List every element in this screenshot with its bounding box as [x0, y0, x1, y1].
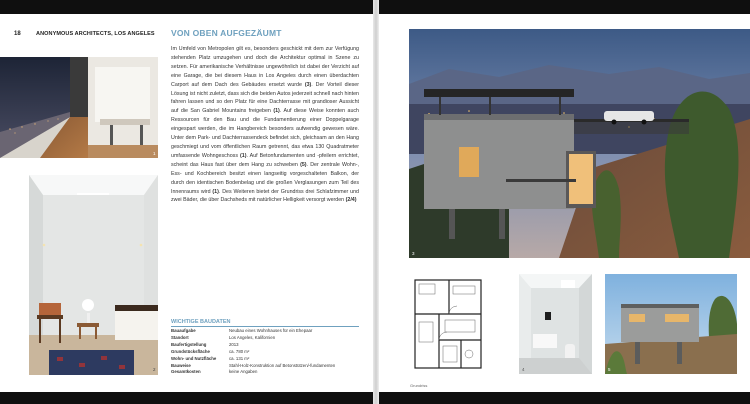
fact-row [171, 328, 371, 335]
section-title: VON OBEN AUFGEZÄUMT [171, 28, 282, 38]
facts-table [171, 328, 371, 376]
fact-label: Grundstücksfläche [171, 348, 210, 354]
fact-label: Bauweise [171, 362, 191, 368]
body-text: Im Umfeld von Metropolen gilt es, besonders geschickt mit dem zur Verfügung stehenden Platz umzugehen und doch die Architektur optimal in Szene zu setzen. Für amerikanische Verhältnisse ungewöhnlich ist dabei der Verzicht auf eine Garage, die bei diesem Haus in Los Angeles durch einen überdachten Carport auf dem Dach des Gebäudes ersetzt wurde (3). Der Vorteil dieser Lösung ist nicht zuletzt, dass sich die beiden Autos jederzeit schnell nach hinten fahren lassen und so den Platz für eine Dachterrasse mit grandioser Aussicht auf die San Gabriel Mountains freigeben (1). Auf diese Weise konnten auch Ressourcen für den Bau und die Fundamentierung einer Doppelgarage eingespart werden, die im Hangbereich besonders aufwendig gewesen wäre. Unter dem Park- und Dachterrassendeck befindet sich, gleichsam an den Hang geschmiegt und vom öffentlichen Raum getrennt, das etwa 130 Quadratmeter umfassende Wohngeschoss (1). Auf Betonfundamenten und -pfeilern errichtet, scheint das Haus fast über dem Hang zu schweben (5). Der zentrale Wohn-, Ess- und Kochbereich besitzt einen langseitig vorgeschalteten Balkon, der durch den identischen Bodenbelag und die großen Verglasungen zum Teil des Innenraums wird (1). Des Weiteren bietet der Grundriss drei Schlafzimmer und zwei Bäder, die über Dachsheds mit natürlicher Helligkeit versorgt werden (2/4) [171, 46, 360, 204]
photo-balcony-dusk [0, 57, 158, 158]
fact-row [171, 369, 371, 376]
fact-value: ca. 780 m² [229, 348, 250, 354]
floor-plan [409, 274, 487, 374]
facts-divider [171, 326, 359, 327]
fact-value: Stahl-Holz-Konstruktion auf Betonstützen/-fundamenten [229, 362, 336, 368]
fact-label: Bauaufgabe [171, 328, 196, 333]
photo-house-day [605, 274, 737, 374]
photo-bathroom [519, 274, 592, 374]
photo-caption-5: 5 [608, 367, 611, 372]
fact-label: Standort [171, 334, 189, 340]
facts-title: WICHTIGE BAUDATEN [171, 319, 231, 325]
photo-house-dusk [409, 29, 750, 258]
photo-caption-4: 4 [522, 367, 525, 372]
running-head: ANONYMOUS ARCHITECTS, LOS ANGELES [36, 31, 155, 37]
fact-value: 2013 [229, 341, 239, 347]
book-gutter [373, 0, 379, 404]
fact-row [171, 342, 371, 349]
fact-row [171, 349, 371, 356]
photo-living-room [29, 175, 158, 375]
fact-value: Los Angeles, Kalifornien [229, 334, 276, 340]
photo-caption-1: 1 [153, 151, 156, 156]
fact-value: Neubau eines Wohnhauses für ein Ehepaar [229, 328, 313, 333]
fact-row [171, 363, 371, 370]
fact-value: ca. 131 m² [229, 355, 250, 361]
fact-row [171, 335, 371, 342]
fact-label: Gesamtkosten [171, 369, 201, 375]
fact-label: Baufertigstellung [171, 341, 207, 347]
photo-caption-3: 3 [412, 251, 415, 256]
page-number: 18 [14, 31, 21, 37]
floor-plan-caption: Grundriss [410, 383, 428, 388]
photo-caption-2: 2 [153, 367, 156, 372]
fact-value: keine Angaben [229, 369, 258, 375]
fact-row [171, 356, 371, 363]
fact-label: Wohn- und Nutzfläche [171, 355, 217, 361]
